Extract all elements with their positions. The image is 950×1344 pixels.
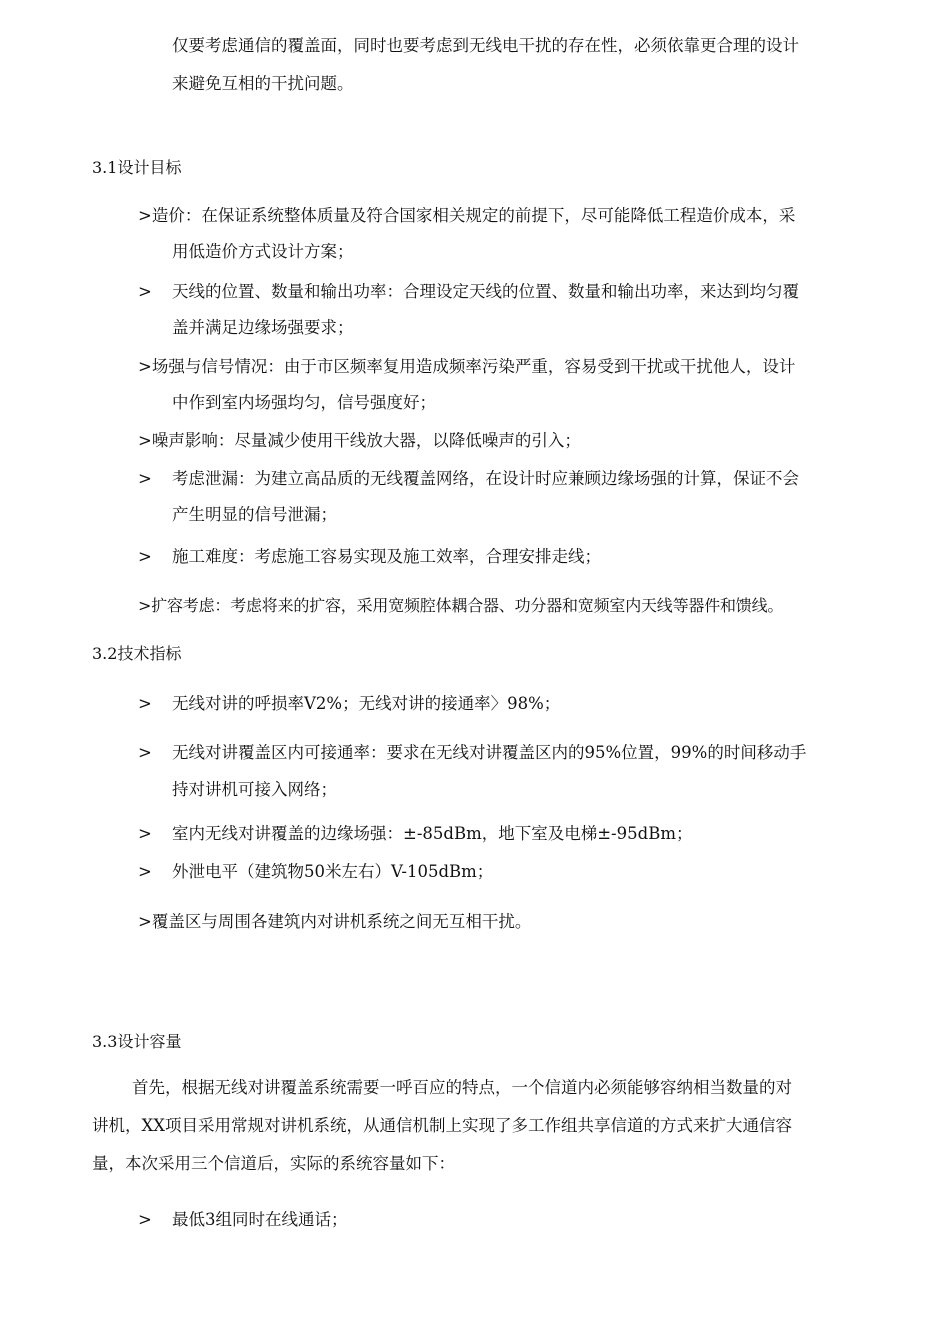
s31-bullet-5-marker: >	[138, 469, 152, 488]
s32-bullet-5: >覆盖区与周围各建筑内对讲机系统之间无互相干扰。	[138, 912, 532, 931]
s32-bullet-3-marker: >	[138, 824, 152, 843]
s31-bullet-2-marker: >	[138, 282, 152, 301]
s33-paragraph-line-3: 量，本次采用三个信道后，实际的系统容量如下：	[92, 1154, 455, 1173]
s31-bullet-5-line-1: 考虑泄漏：为建立高品质的无线覆盖网络，在设计时应兼顾边缘场强的计算，保证不会	[172, 469, 799, 488]
s32-bullet-1-marker: >	[138, 694, 152, 713]
section-3-2-heading: 3.2技术指标	[92, 644, 182, 663]
s32-bullet-2-line-1: 无线对讲覆盖区内可接通率：要求在无线对讲覆盖区内的95%位置，99%的时间移动手	[172, 743, 807, 762]
intro-line-2: 来避免互相的干扰问题。	[172, 74, 354, 93]
section-3-3-heading: 3.3设计容量	[92, 1032, 182, 1051]
section-3-1-heading: 3.1设计目标	[92, 158, 182, 177]
s31-bullet-4: >噪声影响：尽量减少使用干线放大器，以降低噪声的引入；	[138, 431, 581, 450]
s31-bullet-3-line-2: 中作到室内场强均匀，信号强度好；	[172, 393, 436, 412]
s32-bullet-1: 无线对讲的呼损率V2%；无线对讲的接通率〉98%；	[172, 694, 561, 713]
s32-bullet-2-marker: >	[138, 743, 152, 762]
s32-bullet-2-line-2: 持对讲机可接入网络；	[172, 780, 337, 799]
s31-bullet-6: 施工难度：考虑施工容易实现及施工效率，合理安排走线；	[172, 547, 601, 566]
s31-bullet-2-line-1: 天线的位置、数量和输出功率：合理设定天线的位置、数量和输出功率，来达到均匀覆	[172, 282, 799, 301]
s31-bullet-3-line-1: >场强与信号情况：由于市区频率复用造成频率污染严重，容易受到干扰或干扰他人，设计	[138, 357, 796, 376]
s33-paragraph-line-1: 首先，根据无线对讲覆盖系统需要一呼百应的特点，一个信道内必须能够容纳相当数量的对	[132, 1078, 792, 1097]
s32-bullet-3: 室内无线对讲覆盖的边缘场强：±-85dBm，地下室及电梯±-95dBm；	[172, 824, 693, 843]
s32-bullet-4-marker: >	[138, 862, 152, 881]
s32-bullet-4: 外泄电平（建筑物50米左右）V-105dBm；	[172, 862, 494, 881]
s33-paragraph-line-2: 讲机，XX项目采用常规对讲机系统，从通信机制上实现了多工作组共享信道的方式来扩大通信容	[92, 1116, 792, 1135]
s31-bullet-2-line-2: 盖并满足边缘场强要求；	[172, 318, 354, 337]
s31-bullet-1-line-2: 用低造价方式设计方案；	[172, 242, 354, 261]
intro-line-1: 仅要考虑通信的覆盖面，同时也要考虑到无线电干扰的存在性，必须依靠更合理的设计	[172, 36, 799, 55]
s31-bullet-5-line-2: 产生明显的信号泄漏；	[172, 505, 337, 524]
s31-bullet-1-line-1: >造价：在保证系统整体质量及符合国家相关规定的前提下，尽可能降低工程造价成本，采	[138, 206, 796, 225]
s31-bullet-7: >扩容考虑：考虑将来的扩容，采用宽频腔体耦合器、功分器和宽频室内天线等器件和馈线。	[138, 596, 784, 615]
s33-bullet-1-marker: >	[138, 1210, 152, 1229]
s31-bullet-6-marker: >	[138, 547, 152, 566]
s33-bullet-1: 最低3组同时在线通话；	[172, 1210, 348, 1229]
